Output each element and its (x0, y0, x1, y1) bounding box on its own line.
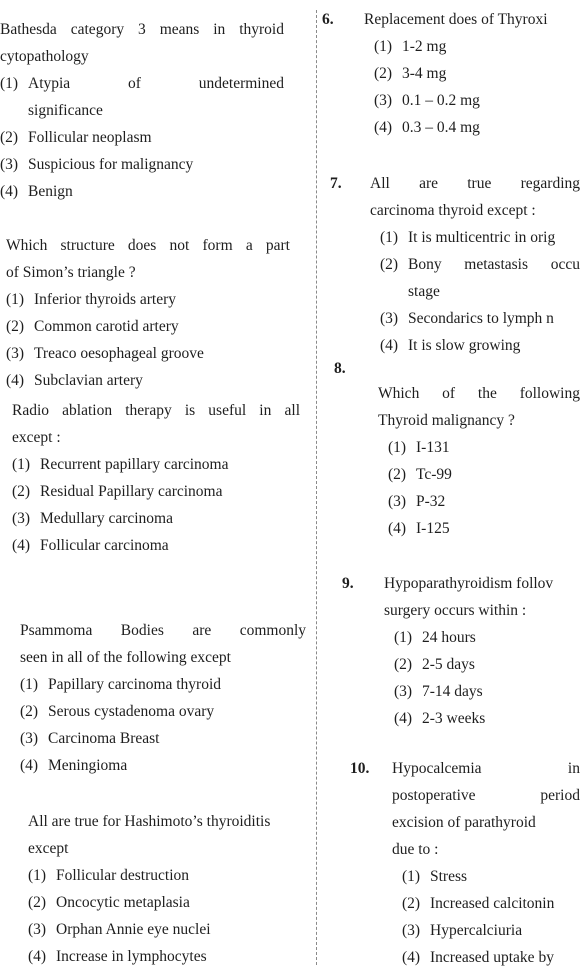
option-2[interactable] (12, 478, 300, 505)
option-text: It is multicentric in orig (408, 229, 556, 246)
option-text: Follicular carcinoma (40, 537, 169, 554)
option-number: (2) (0, 129, 19, 146)
option-4[interactable] (6, 367, 290, 394)
option-2[interactable] (20, 698, 306, 725)
option-text: Tc-99 (416, 466, 452, 483)
question-8 (378, 380, 580, 542)
option-2[interactable] (394, 651, 580, 678)
option-1[interactable] (28, 862, 314, 889)
option-3[interactable] (374, 87, 580, 114)
question-number: 8. (334, 360, 346, 377)
option-text: Hypercalciuria (430, 922, 523, 939)
option-4[interactable] (394, 705, 580, 732)
option-3[interactable] (380, 305, 580, 332)
option-number: (4) (402, 949, 421, 966)
option-number: (4) (28, 948, 47, 965)
option-text: 1-2 mg (402, 38, 447, 55)
option-number: (3) (12, 510, 31, 527)
option-4[interactable] (0, 178, 284, 205)
question-10 (392, 755, 580, 971)
option-number: (3) (388, 493, 407, 510)
question-number: 6. (322, 11, 334, 28)
option-text: Papillary carcinoma thyroid (48, 676, 222, 693)
question-3 (12, 397, 300, 559)
question-stem-line: Thyroid malignancy ? (378, 412, 515, 429)
options-list (364, 33, 580, 141)
option-2[interactable] (388, 461, 580, 488)
option-4[interactable] (20, 752, 306, 779)
option-3[interactable] (0, 151, 284, 178)
option-text: Recurrent papillary carcinoma (40, 456, 229, 473)
option-text: Subclavian artery (34, 372, 143, 389)
options-list (0, 70, 284, 205)
option-number: (2) (20, 703, 39, 720)
question-4 (20, 617, 306, 779)
question-1 (0, 16, 284, 205)
option-text: Residual Papillary carcinoma (40, 483, 223, 500)
option-text-cont: stage (408, 283, 440, 300)
option-text: I-131 (416, 439, 450, 456)
option-number: (3) (6, 345, 25, 362)
option-number: (2) (6, 318, 25, 335)
option-text: 2-3 weeks (422, 710, 486, 727)
option-1[interactable] (20, 671, 306, 698)
option-text: Increased calcitonin (430, 895, 555, 912)
option-text: I-125 (416, 520, 450, 537)
question-number: 7. (330, 175, 342, 192)
option-text: Meningioma (48, 757, 128, 774)
option-number: (4) (20, 757, 39, 774)
option-4[interactable] (380, 332, 580, 359)
option-number: (4) (394, 710, 413, 727)
option-2[interactable] (380, 251, 580, 305)
option-text: Suspicious for malignancy (28, 156, 194, 173)
option-text: Treaco oesophageal groove (34, 345, 204, 362)
option-number: (3) (394, 683, 413, 700)
option-text: Follicular neoplasm (28, 129, 152, 146)
question-stem-line: Psammoma Bodies are commonly (20, 622, 306, 639)
option-text: 0.3 – 0.4 mg (402, 119, 480, 136)
option-4[interactable] (12, 532, 300, 559)
option-3[interactable] (394, 678, 580, 705)
option-1[interactable] (12, 451, 300, 478)
option-text: Bony metastasis occu (408, 256, 580, 273)
option-number: (1) (0, 75, 19, 92)
option-number: (3) (28, 921, 47, 938)
option-number: (1) (12, 456, 31, 473)
question-stem-line: Replacement does of Thyroxi (364, 11, 548, 28)
option-text: 0.1 – 0.2 mg (402, 92, 480, 109)
question-stem-line: All are true for Hashimoto’s thyroiditis (28, 813, 271, 830)
option-3[interactable] (388, 488, 580, 515)
option-number: (1) (374, 38, 393, 55)
question-stem-line: cytopathology (0, 48, 89, 65)
option-text: Oncocytic metaplasia (56, 894, 190, 911)
option-number: (1) (380, 229, 399, 246)
option-1[interactable] (0, 70, 284, 124)
option-number: (2) (388, 466, 407, 483)
options-list (392, 863, 580, 971)
option-text: Follicular destruction (56, 867, 190, 884)
option-number: (1) (6, 291, 25, 308)
option-text: Medullary carcinoma (40, 510, 173, 527)
question-stem-line: Bathesda category 3 means in thyroid (0, 21, 284, 38)
option-number: (2) (12, 483, 31, 500)
options-list (370, 224, 580, 359)
option-text: 3-4 mg (402, 65, 447, 82)
question-stem-line: seen in all of the following except (20, 649, 231, 666)
question-stem-line: Which structure does not form a part (6, 237, 290, 254)
question-number: 9. (342, 575, 354, 592)
option-text-cont: significance (28, 102, 103, 119)
option-3[interactable] (12, 505, 300, 532)
column-divider (316, 10, 317, 965)
question-6 (364, 6, 580, 141)
option-3[interactable] (28, 916, 314, 943)
option-number: (1) (20, 676, 39, 693)
options-list (28, 862, 314, 970)
option-3[interactable] (402, 917, 580, 944)
options-list (6, 286, 290, 394)
option-number: (4) (380, 337, 399, 354)
question-stem-line: Radio ablation therapy is useful in all (12, 402, 300, 419)
option-4[interactable] (402, 944, 580, 971)
question-stem-line: except (28, 840, 69, 857)
option-number: (3) (0, 156, 19, 173)
option-text: Orphan Annie eye nuclei (56, 921, 211, 938)
option-4[interactable] (28, 943, 314, 970)
option-text: Inferior thyroids artery (34, 291, 177, 308)
option-4[interactable] (374, 114, 580, 141)
option-2[interactable] (402, 890, 580, 917)
option-text: Atypia of undetermined (28, 75, 284, 92)
option-text: Common carotid artery (34, 318, 179, 335)
option-text: P-32 (416, 493, 446, 510)
question-7 (370, 170, 580, 359)
option-number: (3) (20, 730, 39, 747)
option-1[interactable] (388, 434, 580, 461)
option-number: (4) (12, 537, 31, 554)
options-list (20, 671, 306, 779)
option-1[interactable] (402, 863, 580, 890)
question-9 (384, 570, 580, 732)
question-2 (6, 232, 290, 394)
option-3[interactable] (20, 725, 306, 752)
option-1[interactable] (394, 624, 580, 651)
option-number: (1) (402, 868, 421, 885)
option-text: Secondarics to lymph n (408, 310, 554, 327)
option-number: (1) (388, 439, 407, 456)
question-stem-line: postoperative period (392, 787, 580, 804)
option-3[interactable] (6, 340, 290, 367)
option-number: (2) (394, 656, 413, 673)
option-number: (4) (0, 183, 19, 200)
options-list (12, 451, 300, 559)
question-stem-line: except : (12, 429, 61, 446)
option-text: Increase in lymphocytes (56, 948, 207, 965)
option-number: (2) (374, 65, 393, 82)
option-number: (1) (394, 629, 413, 646)
option-2[interactable] (374, 60, 580, 87)
option-number: (3) (402, 922, 421, 939)
option-number: (4) (6, 372, 25, 389)
option-text: 7-14 days (422, 683, 483, 700)
question-5 (28, 808, 314, 970)
question-stem-line: due to : (392, 841, 439, 858)
question-number: 10. (350, 760, 370, 777)
question-stem-line: Which of the following (378, 385, 580, 402)
option-2[interactable] (6, 313, 290, 340)
question-stem-line: All are true regarding (370, 175, 580, 192)
option-text: Serous cystadenoma ovary (48, 703, 215, 720)
option-text: Increased uptake by (430, 949, 554, 966)
option-1[interactable] (6, 286, 290, 313)
option-number: (1) (28, 867, 47, 884)
option-number: (3) (380, 310, 399, 327)
option-text: 24 hours (422, 629, 476, 646)
option-4[interactable] (388, 515, 580, 542)
option-1[interactable] (374, 33, 580, 60)
question-stem-line: Hypoparathyroidism follov (384, 575, 554, 592)
option-text: Stress (430, 868, 468, 885)
options-list (384, 624, 580, 732)
option-2[interactable] (28, 889, 314, 916)
option-number: (2) (380, 256, 399, 273)
option-number: (4) (388, 520, 407, 537)
question-stem-line: carcinoma thyroid except : (370, 202, 536, 219)
option-1[interactable] (380, 224, 580, 251)
question-stem-line: excision of parathyroid (392, 814, 536, 831)
option-text: Benign (28, 183, 73, 200)
question-stem-line: surgery occurs within : (384, 602, 527, 619)
option-number: (2) (28, 894, 47, 911)
question-stem-line: of Simon’s triangle ? (6, 264, 136, 281)
option-text: 2-5 days (422, 656, 475, 673)
option-number: (3) (374, 92, 393, 109)
option-text: It is slow growing (408, 337, 521, 354)
options-list (378, 434, 580, 542)
option-text: Carcinoma Breast (48, 730, 160, 747)
option-number: (2) (402, 895, 421, 912)
option-2[interactable] (0, 124, 284, 151)
question-stem-line: Hypocalcemia in (392, 760, 580, 777)
option-number: (4) (374, 119, 393, 136)
